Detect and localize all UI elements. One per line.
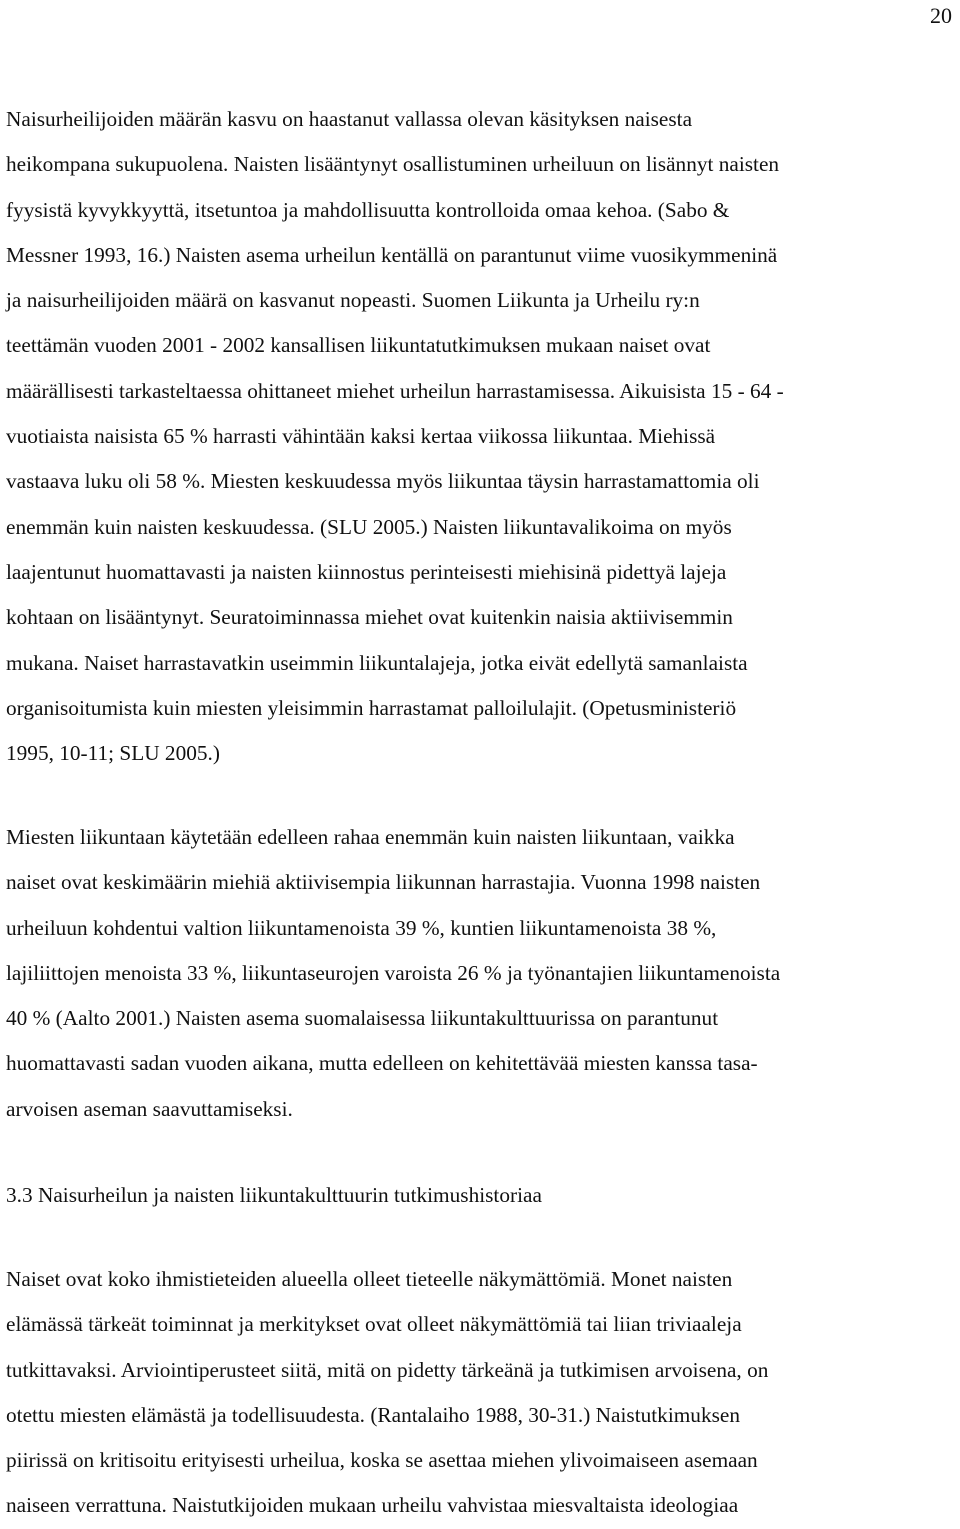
text-line: ja naisurheilijoiden määrä on kasvanut nopeasti. Suomen Liikunta ja Urheilu ry:n — [6, 288, 700, 313]
text-line: piirissä on kritisoitu erityisesti urheilua, koska se asettaa miehen ylivoimaiseen asemaan — [6, 1448, 758, 1473]
text-line: elämässä tärkeät toiminnat ja merkitykset ovat olleet näkymättömiä tai liian triviaaleja — [6, 1312, 742, 1337]
text-line: naiseen verrattuna. Naistutkijoiden mukaan urheilu vahvistaa miesvaltaista ideologiaa — [6, 1493, 739, 1518]
text-line: huomattavasti sadan vuoden aikana, mutta edelleen on kehitettävää miesten kanssa tasa- — [6, 1051, 758, 1076]
section-heading — [6, 1173, 954, 1218]
section-heading-text: 3.3 Naisurheilun ja naisten liikuntakulttuurin tutkimushistoriaa — [6, 1183, 542, 1207]
text-line: kohtaan on lisääntynyt. Seuratoiminnassa miehet ovat kuitenkin naisia aktiivisemmin — [6, 605, 733, 630]
text-line: arvoisen aseman saavuttamiseksi. — [6, 1096, 293, 1121]
paragraph-3 — [6, 1257, 954, 1529]
paragraph-2 — [6, 815, 954, 1132]
text-line: organisoitumista kuin miesten yleisimmin harrastamat palloilulajit. (Opetusministeriö — [6, 695, 737, 720]
text-line: teettämän vuoden 2001 - 2002 kansallisen liikuntatutkimuksen mukaan naiset ovat — [6, 333, 711, 358]
text-line: vastaava luku oli 58 %. Miesten keskuudessa myös liikuntaa täysin harrastamattomia oli — [6, 469, 760, 494]
text-line: tutkittavaksi. Arviointiperusteet siitä, mitä on pidetty tärkeänä ja tutkimisen arvoisena, on — [6, 1357, 769, 1382]
text-line: 40 % (Aalto 2001.) Naisten asema suomalaisessa liikuntakulttuurissa on parantunut — [6, 1006, 719, 1031]
text-line: lajiliittojen menoista 33 %, liikuntaseurojen varoista 26 % ja työnantajien liikuntamenoista — [6, 960, 781, 985]
text-line: otettu miesten elämästä ja todellisuudesta. (Rantalaiho 1988, 30-31.) Naistutkimuksen — [6, 1402, 740, 1427]
text-line: vuotiaista naisista 65 % harrasti vähintään kaksi kertaa viikossa liikuntaa. Miehissä — [6, 424, 716, 449]
text-line: Naiset ovat koko ihmistieteiden alueella olleet tieteelle näkymättömiä. Monet naisten — [6, 1267, 733, 1291]
text-line: määrällisesti tarkasteltaessa ohittaneet miehet urheilun harrastamisessa. Aikuisista 15 - 64 - — [6, 378, 784, 403]
text-line: fyysistä kyvykkyyttä, itsetuntoa ja mahdollisuutta kontrolloida omaa kehoa. (Sabo & — [6, 197, 730, 222]
text-line: laajentunut huomattavasti ja naisten kiinnostus perinteisesti miehisinä pidettyä lajeja — [6, 559, 727, 584]
text-line: mukana. Naiset harrastavatkin useimmin liikuntalajeja, jotka eivät edellytä samanlaista — [6, 650, 748, 675]
text-line: naiset ovat keskimäärin miehiä aktiivisempia liikunnan harrastajia. Vuonna 1998 naisten — [6, 870, 761, 895]
page-number: 20 — [930, 3, 952, 28]
text-line: Messner 1993, 16.) Naisten asema urheilun kentällä on parantunut viime vuosikymmeninä — [6, 242, 778, 267]
text-line: Miesten liikuntaan käytetään edelleen rahaa enemmän kuin naisten liikuntaan, vaikka — [6, 825, 735, 849]
paragraph-1 — [6, 97, 954, 776]
text-line: Naisurheilijoiden määrän kasvu on haastanut vallassa olevan käsityksen naisesta — [6, 107, 693, 131]
text-line: heikompana sukupuolena. Naisten lisääntynyt osallistuminen urheiluun on lisännyt naisten — [6, 152, 780, 177]
text-line: enemmän kuin naisten keskuudessa. (SLU 2005.) Naisten liikuntavalikoima on myös — [6, 514, 732, 539]
text-line: 1995, 10-11; SLU 2005.) — [6, 741, 220, 766]
text-line: urheiluun kohdentui valtion liikuntamenoista 39 %, kuntien liikuntamenoista 38 %, — [6, 915, 717, 940]
